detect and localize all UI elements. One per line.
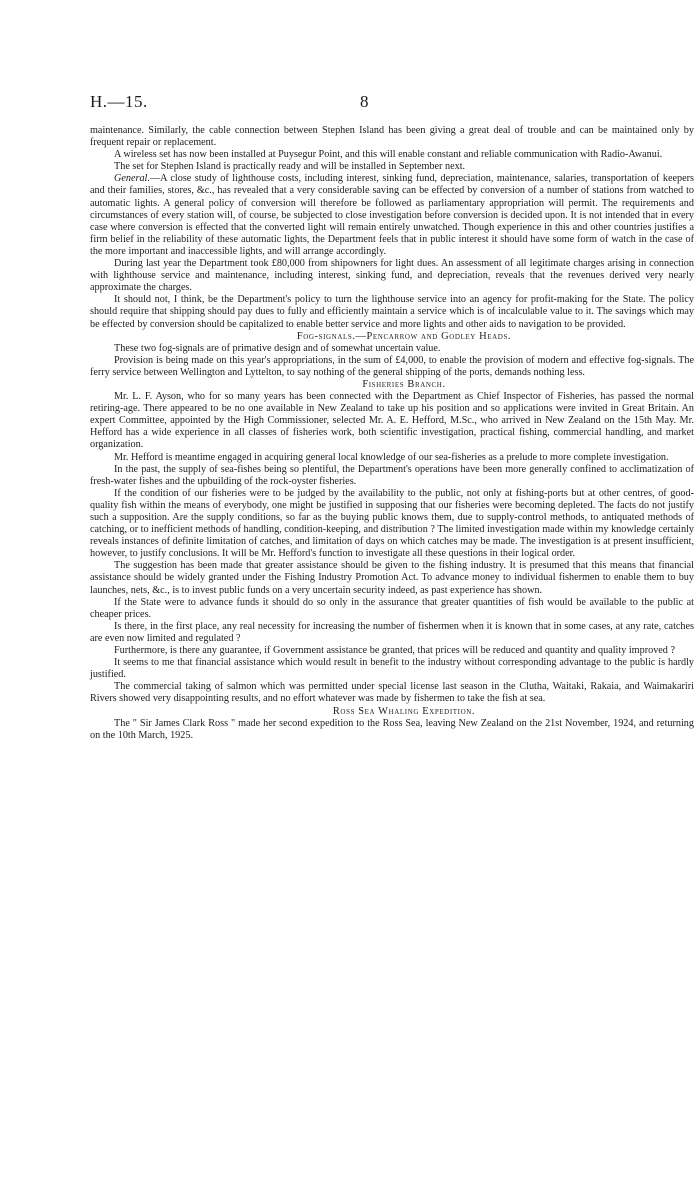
paragraph: A wireless set has now been installed at Puysegur Point, and this will enable constant and reliable communication with Radio-Awanui. [114, 149, 663, 161]
page-number: 8 [360, 92, 369, 111]
paragraph: During last year the Department took £80,000 from shipowners for light dues. An assessment of all legitimate charges arising in connection with lighthouse service and maintenance, including interest, sinking fund, and depreciation, reveals that the revenues derived very nearly approximate the charges. [90, 258, 694, 294]
paragraph: The " Sir James Clark Ross " made her second expedition to the Ross Sea, leaving New Zealand on the 21st November, 1924, and returning on the 10th March, 1925. [90, 717, 694, 741]
paragraph: If the State were to advance funds it should do so only in the assurance that greater quantities of fish would be available to the public at cheaper prices. [90, 596, 694, 620]
paragraph: Is there, in the first place, any real necessity for increasing the number of fishermen when it is known that in some cases, at any rate, catches are even now limited and regulated ? [90, 620, 694, 644]
section-heading-whaling: Ross Sea Whaling Expedition. [332, 705, 476, 717]
section-heading-fog-signals: Fog-signals.—Pencarrow and Godley Heads. [296, 330, 512, 342]
paragraph: The set for Stephen Island is practically ready and will be installed in September next. [114, 161, 466, 173]
paragraph: Mr. Hefford is meantime engaged in acquiring general local knowledge of our sea-fisheries as a prelude to more complete investigation. [114, 451, 669, 463]
paragraph: It should not, I think, be the Department's policy to turn the lighthouse service into an agency for profit-making for the State. The policy should require that shipping should pay dues to fully and efficiently maintain a service which is of incalculable value to it. The savings which may be effected by conversion should be capitalized to enable better service and more lights and other aids to navigation to be provided. [90, 294, 694, 330]
paragraph: The suggestion has been made that greater assistance should be given to the fishing industry. It is presumed that this means that financial assistance should be widely granted under the Fishing Industry Promotion Act. To advance money to individual fishermen to enable them to buy launches, nets, &c., is to invest public funds on a very uncertain security indeed, as past experience has shown. [90, 560, 694, 596]
paragraph: The commercial taking of salmon which was permitted under special license last season in the Clutha, Waitaki, Rakaia, and Waimakariri Rivers showed very disappointing results, and no effort whatever was made by fishermen to take the fish at sea. [90, 681, 694, 705]
document-body [90, 125, 694, 742]
paragraph: These two fog-signals are of primative design and of somewhat uncertain value. [114, 342, 441, 354]
general-text: —A close study of lighthouse costs, including interest, sinking fund, depreciation, maintenance, salaries, transportation of keepers and their families, stores, &c., has revealed that a very considerable saving can be effected by conversion of a number of stations from watched to automatic lights. A general policy of conversion will therefore be followed as parliamentary appropriation will permit. The requirements and circumstances of every station will, of course, be subjected to close investigation before conversion is decided upon. It is not intended that in every case where conversion is effected that the converted light will remain entirely unwatched. Though experience in this and other countries justifies a firm belief in the reliability of these automatic lights, the Department feels that in public interest it should have some form of watch in the case of the more important and inaccessible lights, and will arrange accordingly. [90, 173, 694, 257]
general-paragraph [90, 173, 694, 258]
section-heading-fisheries: Fisheries Branch. [362, 378, 446, 390]
paragraph: Furthermore, is there any guarantee, if Government assistance be granted, that prices will be reduced and quantity and quality improved ? [114, 645, 675, 657]
paragraph: It seems to me that financial assistance which would result in benefit to the industry without corresponding advantage to the public is hardly justified. [90, 657, 694, 681]
paragraph: If the condition of our fisheries were to be judged by the availability to the public, not only at fishing-ports but at other centres, of good-quality fish within the means of everybody, one might be justified in supposing that our fisheries were becoming depleted. The facts do not justify such a supposition. Are the supply conditions, so far as the buying public knows them, due to supply-control methods, to antiquated methods of catching, or to inefficient methods of handling, condition-keeping, and distribution ? The limited investigation made within my knowledge certainly reveals instances of definite limitation of catches, and limitation of days on which catches may be made. The investigation is at present insufficient, however, to justify conclusions. It will be Mr. Hefford's function to investigate all these questions in their logical order. [90, 487, 694, 560]
paragraph: Provision is being made on this year's appropriations, in the sum of £4,000, to enable the provision of modern and effective fog-signals. The ferry service between Wellington and Lyttelton, to say nothing of the general shipping of the ports, demands nothing less. [90, 354, 694, 378]
paragraph: In the past, the supply of sea-fishes being so plentiful, the Department's operations have been more generally confined to acclimatization of fresh-water fishes and the upbuilding of the rock-oyster fisheries. [90, 463, 694, 487]
page-header [90, 92, 650, 114]
paragraph: Mr. L. F. Ayson, who for so many years has been connected with the Department as Chief Inspector of Fisheries, has passed the normal retiring-age. There appeared to be no one available in New Zealand to take up his position and so applications were invited in Great Britain. An expert Committee, appointed by the High Commissioner, selected Mr. A. E. Hefford, M.Sc., who arrived in New Zealand on the 15th May. Mr. Hefford has a wide experience in all classes of fisheries work, both scientific investigation, practical fishing, commercial handling, and market organization. [90, 391, 694, 451]
report-reference: H.—15. [90, 92, 148, 111]
paragraph: maintenance. Similarly, the cable connection between Stephen Island has been giving a great deal of trouble and can be maintained only by frequent repair or replacement. [90, 125, 694, 149]
general-label: General. [114, 173, 150, 185]
